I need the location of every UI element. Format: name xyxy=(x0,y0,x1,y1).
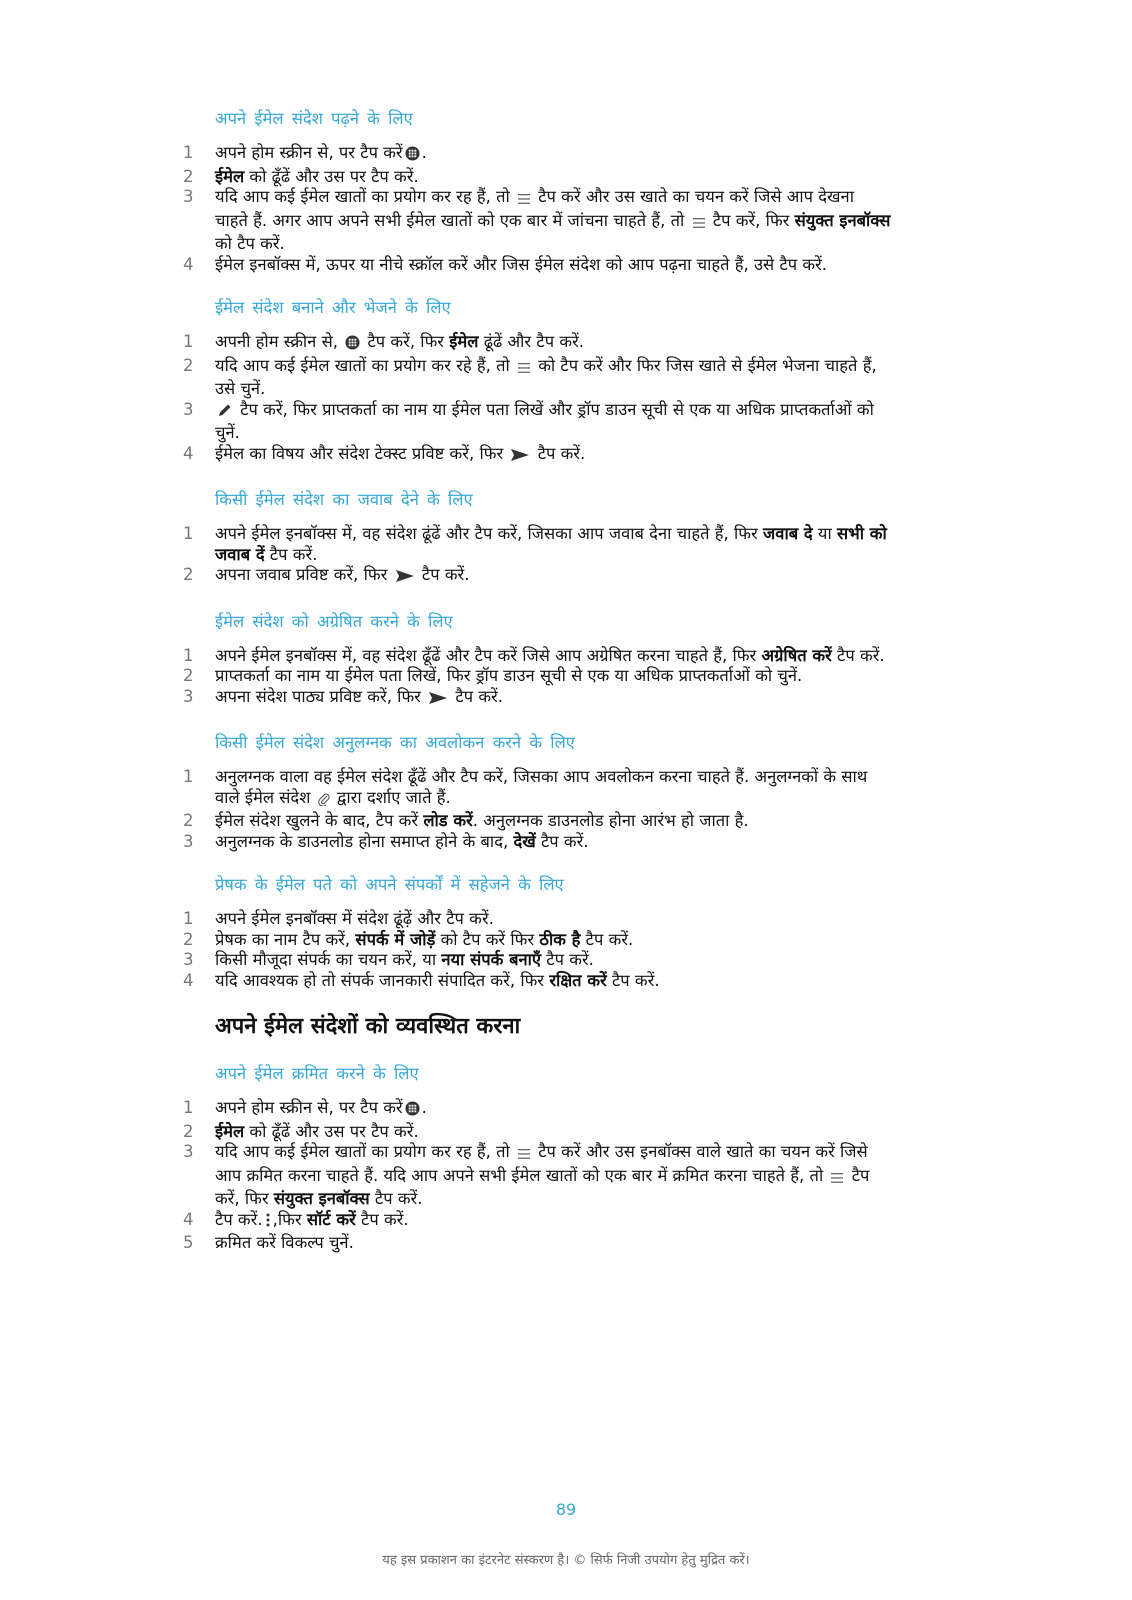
step-number: 1 xyxy=(183,767,194,786)
step-list xyxy=(0,143,1132,275)
step-text-run: टैप करें. xyxy=(580,929,634,949)
apps-icon xyxy=(405,146,420,167)
step-number: 1 xyxy=(183,1098,194,1117)
step-text-run: अनुलग्नक के डाउनलोड होना समाप्त होने के बाद, xyxy=(215,831,514,851)
step-number: 3 xyxy=(183,187,194,206)
step-text-run: टैप करें और उस खाते का चयन करें जिसे आप देखना चाहते हैं. अगर आप अपने सभी ईमेल खातों को एक बार में जांचना चाहते हैं, तो xyxy=(215,187,854,230)
ui-term: अग्रेषित करें xyxy=(761,645,832,665)
step-item xyxy=(0,832,1132,853)
email-read-compose-sections xyxy=(0,108,1132,991)
email-organize-sections xyxy=(0,1063,1132,1254)
menu-icon xyxy=(517,190,531,211)
step-item xyxy=(0,1233,1132,1254)
step-text-run: टैप करें. xyxy=(215,1209,263,1229)
menu-icon xyxy=(517,359,531,380)
step-text-run: अपने ईमेल इनबॉक्स में, वह संदेश ढूंढें और टैप करें, जिसका आप जवाब देना चाहते हैं, फिर xyxy=(215,524,764,543)
menu-icon xyxy=(830,1169,844,1190)
subheading: ईमेल संदेश बनाने और भेजने के लिए xyxy=(215,298,451,317)
step-item xyxy=(0,811,1132,832)
step-text-run: टैप करें. xyxy=(535,831,589,851)
step-item xyxy=(0,444,1132,468)
subheading: अपने ईमेल संदेश पढ़ने के लिए xyxy=(215,109,413,128)
step-text-run: या xyxy=(812,524,837,543)
step-number: 3 xyxy=(183,399,194,419)
step-text-run: यदि आवश्यक हो तो संपर्क जानकारी संपादित करें, फिर xyxy=(215,970,550,990)
step-item xyxy=(0,767,1132,811)
step-text-run: टैप करें. xyxy=(450,686,504,706)
ui-term: संपर्क में जोड़ें xyxy=(355,929,436,949)
step-item xyxy=(0,687,1132,711)
subheading: प्रेषक के ईमेल पते को अपने संपर्कों में सहेजने के लिए xyxy=(215,875,564,894)
step-text-run: अपना संदेश पाठ्य प्रविष्ट करें, फिर xyxy=(215,686,427,706)
step-number: 1 xyxy=(183,645,194,665)
step-item xyxy=(0,187,1132,255)
step-text-run: टैप करें, फिर xyxy=(215,1165,870,1208)
step-text-run: टैप करें. xyxy=(606,970,660,990)
step-text xyxy=(215,356,877,399)
step-number: 5 xyxy=(183,1233,194,1252)
section-heading: अपने ईमेल संदेशों को व्यवस्थित करना xyxy=(215,1014,521,1039)
step-text-run: टैप करें. xyxy=(416,565,470,584)
step-text-run: प्रेषक का नाम टैप करें, xyxy=(215,929,356,949)
step-item xyxy=(0,1210,1132,1234)
step-number: 2 xyxy=(183,565,194,584)
step-text-run: यदि आप कई ईमेल खातों का प्रयोग कर रह हैं, तो xyxy=(215,187,515,206)
ui-term: नया संपर्क बनाएँ xyxy=(441,950,542,969)
step-list xyxy=(0,909,1132,991)
ui-term: जवाब दे xyxy=(763,524,813,543)
step-list xyxy=(0,767,1132,852)
step-number: 4 xyxy=(183,254,194,274)
step-text-run: टैप करें. xyxy=(369,1189,423,1208)
step-text-run: टैप करें. xyxy=(831,645,885,665)
step-text xyxy=(215,1122,419,1141)
step-item xyxy=(0,255,1132,276)
step-text-run: अपनी होम स्क्रीन से, xyxy=(215,332,344,351)
ui-term: ईमेल xyxy=(215,1121,245,1141)
step-text-run: . xyxy=(421,143,427,162)
step-text-run: टैप करें. xyxy=(355,1209,409,1229)
step-item xyxy=(0,646,1132,667)
step-number: 1 xyxy=(183,332,194,351)
step-text-run: टैप करें. xyxy=(541,950,594,969)
step-text-run: अपने ईमेल इनबॉक्स में संदेश ढूंढ़ें और टैप करें. xyxy=(215,909,494,928)
step-text-run: अपने होम स्क्रीन से, पर टैप करें xyxy=(215,1098,403,1117)
step-item xyxy=(0,356,1132,400)
step-number: 3 xyxy=(183,686,194,706)
step-text xyxy=(215,1142,869,1208)
instruction-section xyxy=(0,611,1132,711)
instruction-section xyxy=(0,732,1132,852)
step-text xyxy=(215,565,469,584)
step-text xyxy=(215,167,419,186)
step-text-run: अपना जवाब प्रविष्ट करें, फिर xyxy=(215,565,393,584)
step-text xyxy=(215,1098,427,1117)
subheading: ईमेल संदेश को अग्रेषित करने के लिए xyxy=(215,611,453,631)
step-text xyxy=(215,255,827,274)
step-text-run: यदि आप कई ईमेल खातों का प्रयोग कर रहे हैं, तो xyxy=(215,355,515,375)
step-text-run: . xyxy=(421,1098,427,1117)
document-body xyxy=(0,108,1132,1276)
step-number: 4 xyxy=(183,443,194,463)
subheading: किसी ईमेल संदेश अनुलग्नक का अवलोकन करने के लिए xyxy=(215,733,575,752)
step-text-run: टैप करें, फिर xyxy=(707,210,795,230)
step-text-run: को ढूँढें और उस पर टैप करें. xyxy=(244,166,419,186)
step-item xyxy=(0,666,1132,687)
step-text-run: अनुलग्नक वाला वह ईमेल संदेश ढूँढें और टैप करें, जिसका आप अवलोकन करना चाहते हैं. अनुलग्नकों के साथ वाले ईमेल संदेश xyxy=(215,767,868,807)
step-text xyxy=(215,767,867,807)
ui-term: देखें xyxy=(513,831,536,851)
step-text-run: किसी मौजूदा संपर्क का चयन करें, या xyxy=(215,950,442,969)
step-text-run: टैप करें. xyxy=(264,544,318,564)
step-number: 2 xyxy=(183,1121,194,1141)
step-item xyxy=(0,332,1132,356)
ui-term: लोड करें xyxy=(423,811,473,830)
ui-term: संयुक्त इनबॉक्स xyxy=(273,1189,370,1208)
step-text-run: टैप करें. xyxy=(532,443,586,463)
ui-term: ईमेल xyxy=(449,332,479,351)
step-text-run: टैप करें, फिर xyxy=(362,332,450,351)
apps-icon xyxy=(345,335,360,356)
step-item xyxy=(0,524,1132,565)
step-text-run: को टैप करें और फिर जिस खाते से ईमेल भेजना चाहते हैं, उसे चुनें. xyxy=(215,355,877,398)
step-text-run: ईमेल इनबॉक्स में, ऊपर या नीचे स्क्रॉल करें और जिस ईमेल संदेश को आप पढ़ना चाहते हैं, उसे टैप करें. xyxy=(215,254,828,274)
step-number: 2 xyxy=(183,166,194,186)
step-text xyxy=(215,444,585,463)
step-number: 2 xyxy=(183,666,194,685)
ui-term: ईमेल xyxy=(215,166,245,186)
step-text xyxy=(215,971,660,990)
step-text-run: द्वारा दर्शाए जाते हैं. xyxy=(331,787,451,807)
step-text xyxy=(215,930,633,949)
step-number: 2 xyxy=(183,355,194,375)
step-text-run: टैप करें, फिर प्राप्तकर्ता का नाम या ईमेल पता लिखें और ड्रॉप डाउन सूची से एक या अधिक प्राप्तकर्ताओं को चुनें. xyxy=(215,399,874,442)
step-text-run: टैप करें और उस इनबॉक्स वाले खाते का चयन करें जिसे आप क्रमित करना चाहते हैं. यदि आप अपने सभी ईमेल खातों को एक बार में क्रमित करना चाहते हैं, तो xyxy=(215,1142,868,1185)
instruction-section xyxy=(0,1063,1132,1254)
step-item xyxy=(0,143,1132,167)
step-text-run: यदि आप कई ईमेल खातों का प्रयोग कर रह हैं, तो xyxy=(215,1142,515,1161)
step-text-run: ईमेल का विषय और संदेश टेक्स्ट प्रविष्ट करें, फिर xyxy=(215,443,509,463)
step-text-run: क्रमित करें विकल्प चुनें. xyxy=(215,1233,354,1252)
instruction-section xyxy=(0,297,1132,467)
ui-term: सभी को जवाब दें xyxy=(215,524,887,564)
step-text-run: अपने ईमेल इनबॉक्स में, वह संदेश ढूँढें और टैप करें जिसे आप अग्रेषित करना चाहते हैं, फिर xyxy=(215,645,762,665)
step-number: 4 xyxy=(183,1209,194,1229)
step-text-run: को टैप करें. xyxy=(215,234,285,253)
step-text xyxy=(215,832,589,851)
step-text xyxy=(215,524,887,564)
ui-term: ठीक है xyxy=(539,929,581,949)
step-text-run: ,फिर xyxy=(272,1209,307,1229)
step-item xyxy=(0,909,1132,930)
step-item xyxy=(0,1122,1132,1143)
step-text-run: ढूंढें और टैप करें. xyxy=(478,332,584,351)
ui-term: रक्षित करें xyxy=(549,970,607,990)
send-icon xyxy=(510,447,530,468)
step-list xyxy=(0,1098,1132,1254)
step-list xyxy=(0,332,1132,467)
send-icon xyxy=(395,568,415,589)
step-text-run: अपने होम स्क्रीन से, पर टैप करें xyxy=(215,143,403,162)
step-item xyxy=(0,400,1132,444)
step-text xyxy=(215,950,594,969)
pencil-icon xyxy=(217,402,233,424)
step-list xyxy=(0,646,1132,711)
ui-term: संयुक्त इनबॉक्स xyxy=(794,210,891,230)
step-text xyxy=(215,1233,354,1252)
step-item xyxy=(0,950,1132,971)
step-text xyxy=(215,687,503,706)
step-number: 3 xyxy=(183,831,194,851)
step-text xyxy=(215,1210,409,1229)
more-options-icon xyxy=(265,1212,271,1234)
step-text xyxy=(215,811,749,830)
step-number: 4 xyxy=(183,970,194,990)
step-text xyxy=(215,909,494,928)
step-text xyxy=(215,332,584,351)
step-text xyxy=(215,646,885,665)
instruction-section xyxy=(0,108,1132,275)
paperclip-icon xyxy=(318,791,330,812)
step-text xyxy=(215,666,802,685)
step-item xyxy=(0,167,1132,188)
instruction-section xyxy=(0,489,1132,589)
send-icon xyxy=(428,690,448,711)
step-list xyxy=(0,524,1132,589)
step-number: 3 xyxy=(183,950,194,969)
step-item xyxy=(0,565,1132,589)
step-number: 2 xyxy=(183,811,194,830)
step-text-run: को ढूँढें और उस पर टैप करें. xyxy=(244,1121,419,1141)
subheading: अपने ईमेल क्रमित करने के लिए xyxy=(215,1064,419,1083)
step-number: 3 xyxy=(183,1142,194,1161)
step-text-run: ईमेल संदेश खुलने के बाद, टैप करें xyxy=(215,811,424,830)
ui-term: सॉर्ट करें xyxy=(306,1209,356,1229)
step-text xyxy=(215,400,874,443)
instruction-section xyxy=(0,874,1132,991)
step-text-run: . अनुलग्नक डाउनलोड होना आरंभ हो जाता है. xyxy=(472,811,749,830)
step-text xyxy=(215,143,427,162)
subheading: किसी ईमेल संदेश का जवाब देने के लिए xyxy=(215,490,473,509)
step-item xyxy=(0,1142,1132,1210)
page-number: 89 xyxy=(555,1500,577,1519)
step-text-run: को टैप करें फिर xyxy=(435,929,540,949)
apps-icon xyxy=(405,1101,420,1122)
step-number: 1 xyxy=(183,524,194,543)
step-item xyxy=(0,971,1132,992)
menu-icon xyxy=(692,214,706,235)
step-number: 1 xyxy=(183,143,194,162)
step-number: 2 xyxy=(183,929,194,949)
step-text-run: प्राप्तकर्ता का नाम या ईमेल पता लिखें, फिर ड्रॉप डाउन सूची से एक या अधिक प्राप्तकर्ताओं को चुनें. xyxy=(215,666,803,685)
menu-icon xyxy=(517,1145,531,1166)
step-text xyxy=(215,187,890,253)
footer-note: यह इस प्रकाशन का इंटरनेट संस्करण है। © सिर्फ निजी उपयोग हेतु मुद्रित करें। xyxy=(382,1553,750,1568)
step-item xyxy=(0,930,1132,951)
step-item xyxy=(0,1098,1132,1122)
step-number: 1 xyxy=(183,909,194,928)
